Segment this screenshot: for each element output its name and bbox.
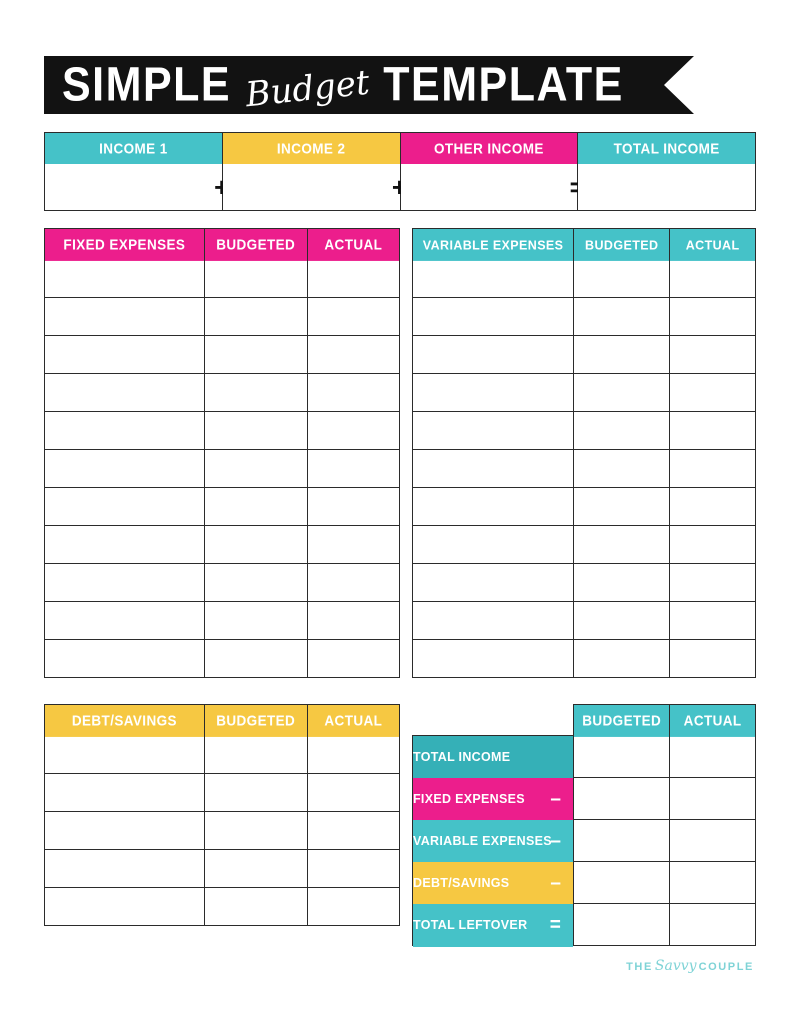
table-row	[45, 412, 400, 450]
summary-row	[413, 736, 756, 778]
table-cell[interactable]	[670, 298, 756, 336]
fixed-actual-header: ACTUAL	[307, 228, 399, 261]
table-cell[interactable]	[307, 488, 399, 526]
table-cell[interactable]	[307, 564, 399, 602]
table-cell[interactable]	[45, 736, 205, 774]
table-cell[interactable]	[204, 450, 307, 488]
table-cell[interactable]	[307, 412, 399, 450]
total-income-field[interactable]	[578, 164, 756, 211]
debt-savings-header: DEBT/SAVINGS	[45, 704, 205, 737]
table-cell[interactable]	[670, 640, 756, 678]
income-2-field[interactable]	[222, 164, 400, 211]
table-row	[45, 260, 400, 298]
summary-operator-icon: –	[550, 787, 562, 810]
page-title	[44, 56, 664, 114]
table-row	[45, 812, 400, 850]
table-cell[interactable]	[574, 412, 670, 450]
table-cell[interactable]	[574, 526, 670, 564]
table-cell[interactable]	[45, 450, 205, 488]
debt-actual-header: ACTUAL	[307, 704, 399, 737]
summary-operator-icon: =	[549, 913, 562, 936]
table-cell[interactable]	[670, 412, 756, 450]
fixed-header-row	[45, 229, 400, 260]
table-cell[interactable]	[204, 774, 307, 812]
brand-logo	[626, 958, 754, 974]
table-cell[interactable]	[204, 602, 307, 640]
summary-label-0: TOTAL INCOME	[413, 734, 574, 778]
table-row	[413, 602, 756, 640]
summary-value-cell[interactable]	[574, 862, 670, 904]
debt-header-row	[45, 705, 400, 736]
table-cell[interactable]	[413, 336, 574, 374]
table-cell[interactable]	[574, 450, 670, 488]
table-cell[interactable]	[574, 374, 670, 412]
summary-table	[412, 704, 756, 946]
title-word-template: TEMPLATE	[383, 57, 624, 112]
table-cell[interactable]	[670, 374, 756, 412]
table-cell[interactable]	[670, 564, 756, 602]
table-cell[interactable]	[45, 640, 205, 678]
summary-value-cell[interactable]	[670, 778, 756, 820]
table-cell[interactable]	[574, 298, 670, 336]
other-income-header: OTHER INCOME	[400, 132, 578, 165]
table-cell[interactable]	[45, 602, 205, 640]
summary-empty-header	[413, 705, 574, 736]
table-cell[interactable]	[307, 374, 399, 412]
fixed-expenses-table	[44, 228, 400, 678]
table-row	[45, 640, 400, 678]
table-cell[interactable]	[413, 640, 574, 678]
title-word-simple: SIMPLE	[62, 57, 232, 112]
table-cell[interactable]	[670, 260, 756, 298]
summary-value-cell[interactable]	[670, 820, 756, 862]
fixed-expenses-header: FIXED EXPENSES	[45, 228, 205, 261]
table-row	[413, 260, 756, 298]
income-2-header: INCOME 2	[222, 132, 400, 165]
summary-operator-icon: –	[550, 829, 562, 852]
summary-value-cell[interactable]	[574, 904, 670, 946]
table-row	[45, 774, 400, 812]
table-cell[interactable]	[307, 336, 399, 374]
table-cell[interactable]	[204, 412, 307, 450]
table-cell[interactable]	[204, 850, 307, 888]
income-table	[44, 132, 756, 211]
table-cell[interactable]	[45, 888, 205, 926]
table-cell[interactable]	[45, 298, 205, 336]
summary-value-cell[interactable]	[574, 820, 670, 862]
table-row	[413, 450, 756, 488]
table-cell[interactable]	[307, 298, 399, 336]
debt-budgeted-header: BUDGETED	[204, 704, 307, 737]
table-cell[interactable]	[307, 888, 399, 926]
summary-value-cell[interactable]	[670, 736, 756, 778]
table-cell[interactable]	[307, 640, 399, 678]
table-cell[interactable]	[413, 260, 574, 298]
table-cell[interactable]	[204, 564, 307, 602]
table-cell[interactable]	[307, 450, 399, 488]
summary-label-2: VARIABLE EXPENSES –	[413, 818, 574, 862]
summary-operator-icon: –	[550, 871, 562, 894]
title-script-budget: Budget	[243, 62, 372, 116]
other-income-field[interactable]	[400, 164, 578, 211]
brand-post: COUPLE	[698, 961, 754, 973]
table-cell[interactable]	[307, 260, 399, 298]
table-cell[interactable]	[574, 260, 670, 298]
table-cell[interactable]	[307, 602, 399, 640]
table-cell[interactable]	[670, 336, 756, 374]
table-cell[interactable]	[307, 736, 399, 774]
table-cell[interactable]	[307, 812, 399, 850]
table-cell[interactable]	[670, 526, 756, 564]
summary-row	[413, 862, 756, 904]
summary-value-cell[interactable]	[670, 862, 756, 904]
table-row	[413, 564, 756, 602]
table-row	[413, 640, 756, 678]
table-row	[413, 488, 756, 526]
table-row	[413, 374, 756, 412]
variable-header-row	[413, 229, 756, 260]
table-row	[45, 888, 400, 926]
table-cell[interactable]	[413, 374, 574, 412]
table-row	[45, 488, 400, 526]
debt-rows	[45, 736, 400, 926]
table-cell[interactable]	[204, 260, 307, 298]
table-cell[interactable]	[204, 736, 307, 774]
table-row	[45, 850, 400, 888]
table-cell[interactable]	[413, 488, 574, 526]
table-cell[interactable]	[670, 450, 756, 488]
table-row	[45, 336, 400, 374]
brand-script: Savvy	[654, 958, 697, 974]
summary-row	[413, 904, 756, 946]
summary-value-cell[interactable]	[670, 904, 756, 946]
variable-expenses-table	[412, 228, 756, 678]
table-row	[413, 526, 756, 564]
table-cell[interactable]	[204, 336, 307, 374]
summary-actual-header: ACTUAL	[670, 704, 756, 737]
variable-actual-header: ACTUAL	[670, 228, 756, 261]
table-cell[interactable]	[45, 260, 205, 298]
table-cell[interactable]	[204, 374, 307, 412]
table-cell[interactable]	[45, 374, 205, 412]
table-row	[45, 450, 400, 488]
summary-label-1: FIXED EXPENSES –	[413, 776, 574, 820]
summary-row	[413, 778, 756, 820]
table-cell[interactable]	[204, 488, 307, 526]
brand-pre: THE	[626, 961, 653, 973]
summary-value-cell[interactable]	[574, 736, 670, 778]
summary-label-3: DEBT/SAVINGS –	[413, 860, 574, 904]
table-row	[45, 736, 400, 774]
table-cell[interactable]	[574, 564, 670, 602]
debt-savings-table	[44, 704, 400, 926]
table-row	[45, 298, 400, 336]
summary-rows	[413, 736, 756, 946]
table-cell[interactable]	[413, 526, 574, 564]
summary-value-cell[interactable]	[574, 778, 670, 820]
table-row	[45, 602, 400, 640]
table-cell[interactable]	[413, 298, 574, 336]
table-row	[45, 564, 400, 602]
table-cell[interactable]	[413, 450, 574, 488]
table-cell[interactable]	[204, 298, 307, 336]
table-cell[interactable]	[670, 488, 756, 526]
table-cell[interactable]	[45, 488, 205, 526]
table-cell[interactable]	[204, 640, 307, 678]
table-row	[45, 374, 400, 412]
table-row	[45, 526, 400, 564]
total-income-header: TOTAL INCOME	[578, 132, 756, 165]
fixed-rows	[45, 260, 400, 678]
table-cell[interactable]	[574, 488, 670, 526]
summary-budgeted-header: BUDGETED	[574, 704, 670, 737]
table-row	[413, 412, 756, 450]
table-cell[interactable]	[307, 526, 399, 564]
table-cell[interactable]	[45, 336, 205, 374]
table-cell[interactable]	[45, 412, 205, 450]
variable-expenses-header: VARIABLE EXPENSES	[413, 228, 574, 261]
summary-row	[413, 820, 756, 862]
table-cell[interactable]	[307, 850, 399, 888]
table-cell[interactable]	[45, 564, 205, 602]
table-cell[interactable]	[413, 564, 574, 602]
table-row	[413, 298, 756, 336]
table-cell[interactable]	[45, 774, 205, 812]
table-cell[interactable]	[307, 774, 399, 812]
income-value-row	[45, 164, 756, 211]
table-cell[interactable]	[45, 526, 205, 564]
table-cell[interactable]	[204, 526, 307, 564]
summary-header-row	[413, 705, 756, 736]
variable-rows	[413, 260, 756, 678]
table-cell[interactable]	[574, 602, 670, 640]
income-1-field[interactable]	[45, 164, 223, 211]
table-cell[interactable]	[204, 812, 307, 850]
table-cell[interactable]	[574, 336, 670, 374]
table-cell[interactable]	[413, 602, 574, 640]
table-row	[413, 336, 756, 374]
table-cell[interactable]	[574, 640, 670, 678]
variable-budgeted-header: BUDGETED	[574, 228, 670, 261]
table-cell[interactable]	[204, 888, 307, 926]
fixed-budgeted-header: BUDGETED	[204, 228, 307, 261]
income-1-header: INCOME 1	[45, 132, 223, 165]
table-cell[interactable]	[45, 850, 205, 888]
summary-label-4: TOTAL LEFTOVER =	[413, 902, 574, 946]
table-cell[interactable]	[670, 602, 756, 640]
table-cell[interactable]	[45, 812, 205, 850]
table-cell[interactable]	[413, 412, 574, 450]
income-header-row	[45, 133, 756, 164]
